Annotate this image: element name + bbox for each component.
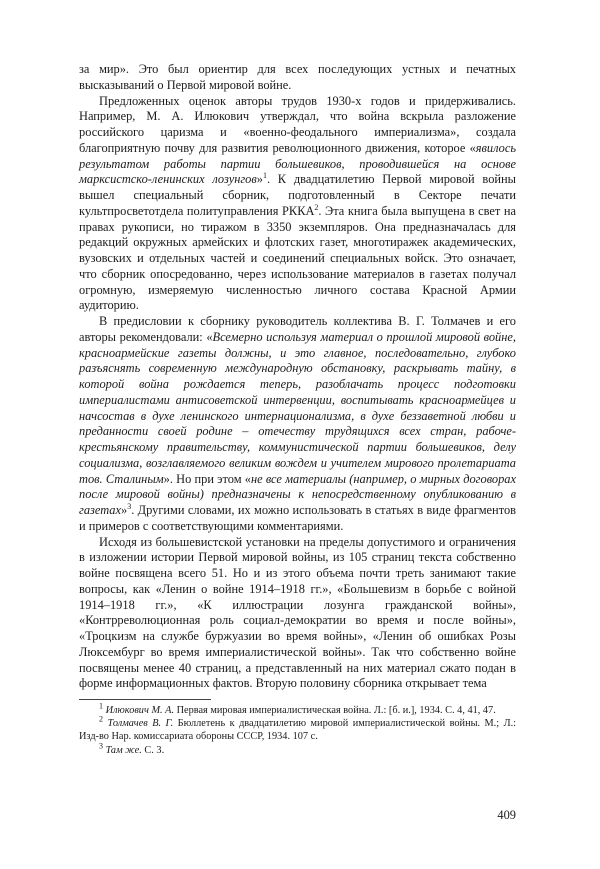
paragraph-text: . Другими словами, их можно использовать в статьях в виде фрагментов и примеров с соответствующими комментариями. [79, 503, 516, 533]
footnote-text: С. 3. [141, 744, 165, 756]
paragraph-text: ». Но при этом « [163, 471, 251, 486]
footnote-text: Первая мировая империалистическая война. Л.: [б. и.], 1934. С. 4, 41, 47. [174, 705, 496, 716]
paragraph-text: » [121, 503, 128, 517]
quote-text: явилось результатом работы партии большевиков, проводившейся на основе марксистско-ленинских лозунгов [79, 140, 516, 187]
paragraph-text: Исходя из большевистской установки на пределы допустимого и ограничения в изложении истории Первой мировой войны, из 105 страниц текста собственно войне посвящена всего 51. Но и из этого объема почти треть занимают такие вопросы, как «Ленин о войне 1914–1918 гг.», «Большевизм в борьбе с войной 1914–1918 гг.», «К иллюстрации лозунга гражданской войны», «Контрреволюционная роль социал-демократии во время и после войны», «Троцкизм на службе буржуазии во время войны», «Ленин об ошибках Розы Люксембург во время империалистической войны». Так что собственно войне посвящены менее 40 страниц, а представленный на них материал сжато подан в форме информационных фактов. Вторую половину сборника открывает тема [79, 534, 516, 691]
paragraph-text: . К двадцатилетию Первой мировой войны вышел специальный сборник, подготовленный в Секторе печати культпросветотдела политуправления РККА [79, 172, 516, 218]
body-text [79, 62, 516, 692]
page-number: 409 [497, 808, 516, 822]
footnote-ref-1: 1 [262, 171, 267, 181]
footnote-3 [79, 741, 516, 757]
page-content [79, 62, 517, 822]
paragraph-text: . Эта книга была выпущена в свет на правах рукописи, но тиражом в 3350 экземпляров. Она предназначалась для редакций окружных армейских и флотских газет, многотиражек академических, вузовских и отдельных частей и соединений специальных войск. Это означает, что сборник опосредованно, через использование материалов в газетах получал огромную, измеряемую численностью личного состава Красной Армии аудиторию. [79, 203, 516, 313]
footnote-author: Толмачев В. Г. [107, 718, 174, 730]
paragraph-text: Предложенных оценок авторы трудов 1930-х годов и придерживались. Например, М. А. Илюкович утверждал, что война вскрыла разложение российского царизма и «военно-феодального империализма», создала благоприятную почву для развития революционного движения, которое « [79, 93, 516, 155]
footnote-ref-2: 2 [314, 202, 319, 212]
paragraph-4 [79, 535, 516, 693]
footnote-number: 3 [99, 741, 103, 751]
quote-text: не все материалы (например, о мирных договорах после мировой войны) предназначены к непосредственному опубликованию в газетах [79, 471, 516, 517]
footnote-author: Илюкович М. А. [105, 705, 175, 716]
footnote-author: Там же. [105, 744, 142, 756]
footnote-text: Бюллетень к двадцатилетию мировой империалистической войны. М.; Л.: Изд-во Нар. комиссариата обороны СССР, 1934. 107 с. [79, 718, 517, 743]
quote-text: Всемерно используя материал о прошлой мировой войне, красноармейские газеты должны, и это главное, последовательно, глубоко разъяснять современную международную обстановку, раскрывать тайну, в которой война рождается теперь, разоблачать процесс подготовки империалистами антисоветской интервенции, воспитывать красноармейцев и начсостав в духе ленинского интернационализма, в духе беззаветной любви и преданности своей родине – отечеству трудящихся всех стран, рабоче-крестьянскому правительству, коммунистической партии большевиков, делу социализма, возглавляемого великим вождем и учителем мирового пролетариата тов. Сталиным [79, 329, 516, 486]
paragraph-text: В предисловии к сборнику руководитель коллектива В. Г. Толмачев и его авторы рекомендовали: « [79, 314, 516, 344]
footnote-divider [79, 699, 211, 700]
footnote-ref-3: 3 [127, 501, 132, 511]
footnote-number: 1 [99, 701, 103, 711]
paragraph-2 [79, 94, 516, 315]
footnote-number: 2 [99, 714, 103, 724]
paragraph-text: » [256, 172, 263, 187]
paragraph-text: за мир». Это был ориентир для всех последующих устных и печатных высказываний о Первой мировой войне. [79, 62, 516, 92]
footnote-1 [79, 701, 516, 717]
paragraph-3 [79, 314, 516, 535]
paragraph-1 [79, 62, 516, 94]
footnotes [79, 699, 516, 757]
footnote-2 [79, 714, 517, 743]
